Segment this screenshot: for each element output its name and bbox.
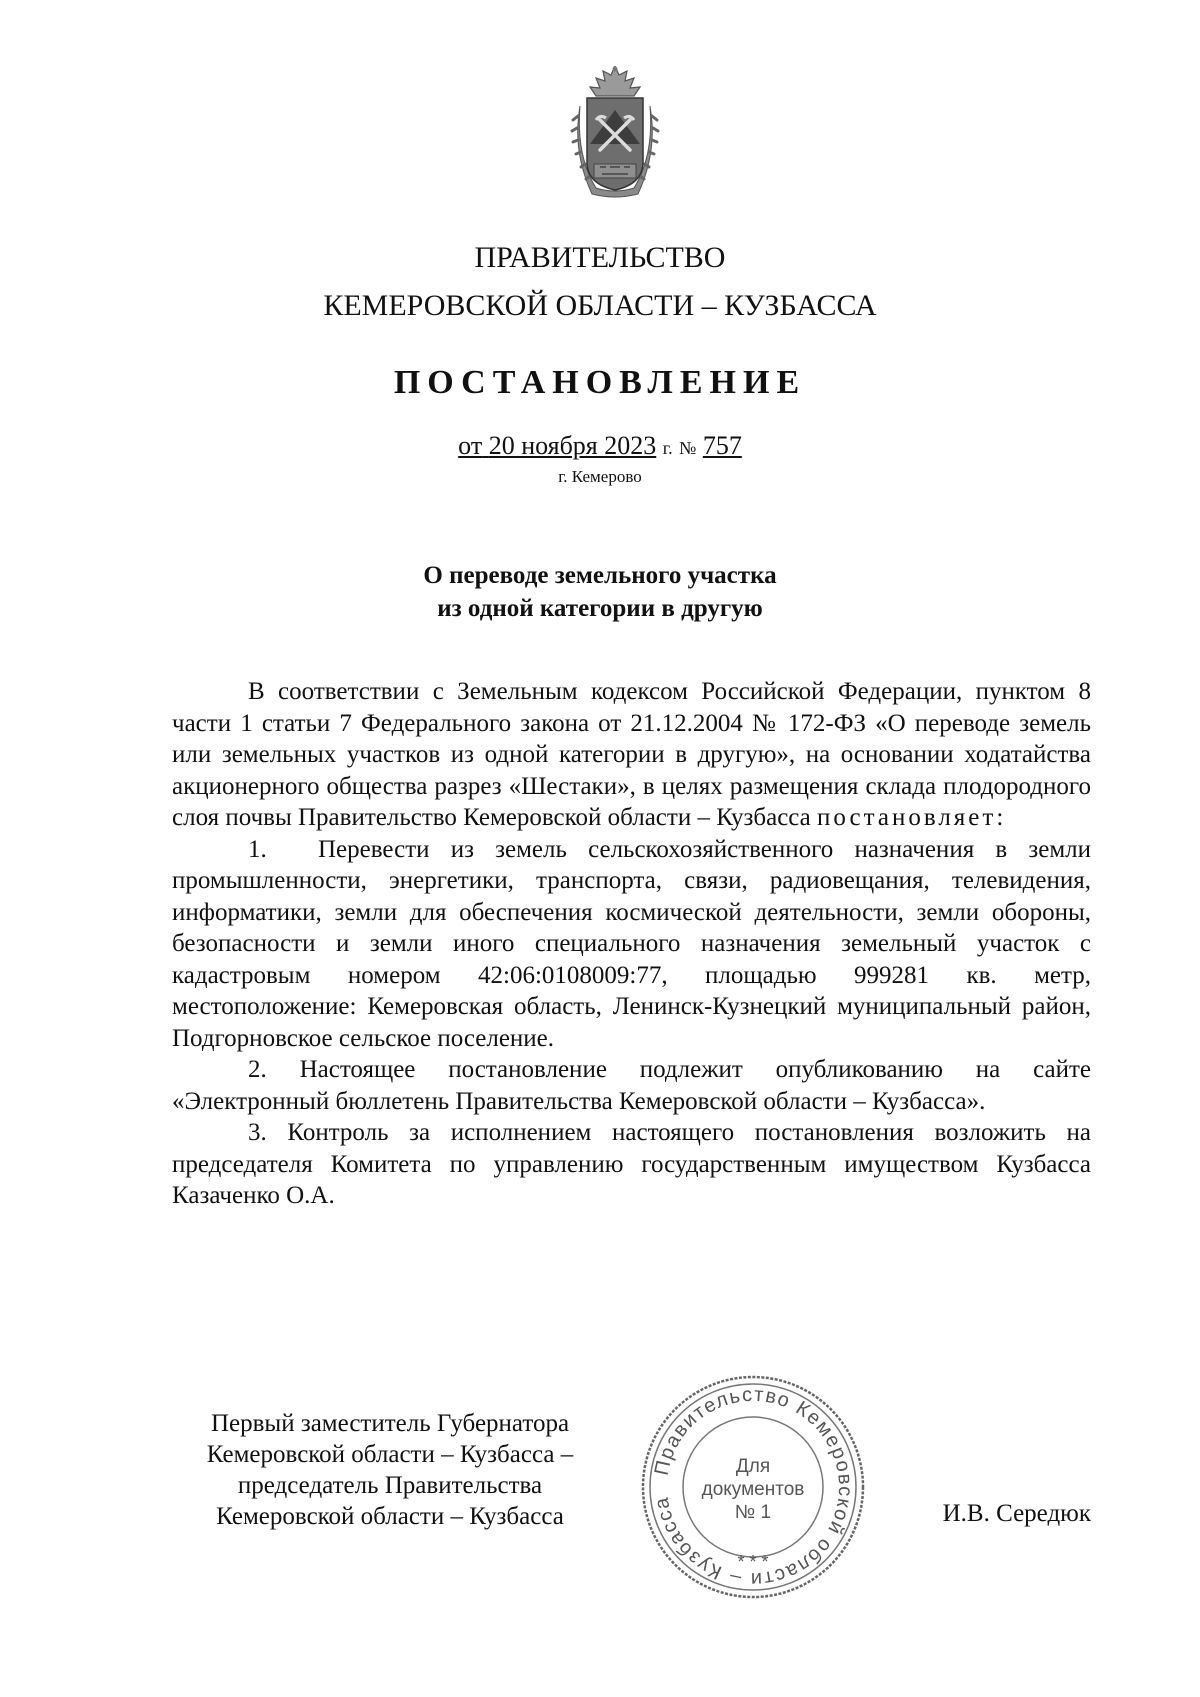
government-title-line1: ПРАВИТЕЛЬСТВО: [474, 241, 726, 274]
seal-center-line1: Для: [735, 1456, 771, 1477]
item-3-paragraph: 3. Контроль за исполнением настоящего постановления возложить на председателя Комитета по управлению государственным имуществом Кузбасса Казаченко О.А.: [172, 1119, 1091, 1209]
decree-body: [172, 676, 1091, 1212]
signer-position-line3: председатель Правительства: [237, 1472, 543, 1499]
resolves-word: постановляет: [817, 804, 997, 831]
decree-title: ПОСТАНОВЛЕНИЕ: [393, 364, 807, 401]
item-2-paragraph: 2. Настоящее постановление подлежит опубликованию на сайте «Электронный бюллетень Правительства Кемеровской области – Кузбасса».: [172, 1056, 1091, 1115]
item-1-paragraph: [172, 834, 1091, 1055]
item-1-number: 1.: [248, 835, 267, 863]
signer-position: [170, 1408, 610, 1532]
signer-position-line2: Кемеровской области – Кузбасса –: [206, 1441, 574, 1468]
item-1-text: Перевести из земель сельскохозяйственного назначения в земли промышленности, энергетики, транспорта, связи, радиовещания, телевидения, информатики, земли для обеспечения космической деятельности, земли обороны, безопасности и земли иного специального назначения земельный участок с кадастровым номером 42:06:0108009:77, площадью 999281 кв. метр, местоположение: Кемеровская область, Ленинск-Кузнецкий муниципальный район, Подгорновское сельское поселение.: [172, 835, 1091, 1052]
decree-number: 757: [702, 431, 742, 460]
subject-line2: из одной категории в другую: [437, 595, 763, 622]
subject-line1: О переводе земельного участка: [423, 562, 777, 589]
seal-center-line3: № 1: [734, 1502, 772, 1523]
signer-position-line1: Первый заместитель Губернатора: [210, 1410, 570, 1437]
preamble-text: В соответствии с Земельным кодексом Российской Федерации, пунктом 8 части 1 статьи 7 Федерального закона от 21.12.2004 № 172-ФЗ «О переводе земель или земельных участков из одной категории в другую», на основании ходатайства акционерного общества разрез «Шестаки», в целях размещения склада плодородного слоя почвы Правительство Кемеровской области – Кузбасса: [172, 678, 1091, 831]
coat-of-arms-icon: [570, 66, 660, 200]
signer-position-line4: Кемеровской области – Кузбасса: [216, 1503, 564, 1530]
signer-name: И.В. Середюк: [942, 1500, 1091, 1527]
year-suffix: г.: [662, 438, 673, 458]
decree-date-line: [0, 433, 1200, 459]
seal-ring-text: Правительство Кемеровской области – Кузбасса: [650, 1383, 857, 1591]
decree-date: от 20 ноября 2023: [458, 431, 657, 460]
official-seal: [638, 1372, 868, 1602]
seal-stars: * * *: [737, 1552, 769, 1572]
government-title-line2: КЕМЕРОВСКОЙ ОБЛАСТИ – КУЗБАССА: [323, 289, 877, 322]
number-sign: №: [679, 438, 697, 458]
city: г. Кемерово: [558, 467, 642, 486]
seal-center-line2: документов: [701, 1479, 805, 1500]
preamble-paragraph: [172, 676, 1091, 834]
resolves-colon: :: [996, 804, 1004, 831]
